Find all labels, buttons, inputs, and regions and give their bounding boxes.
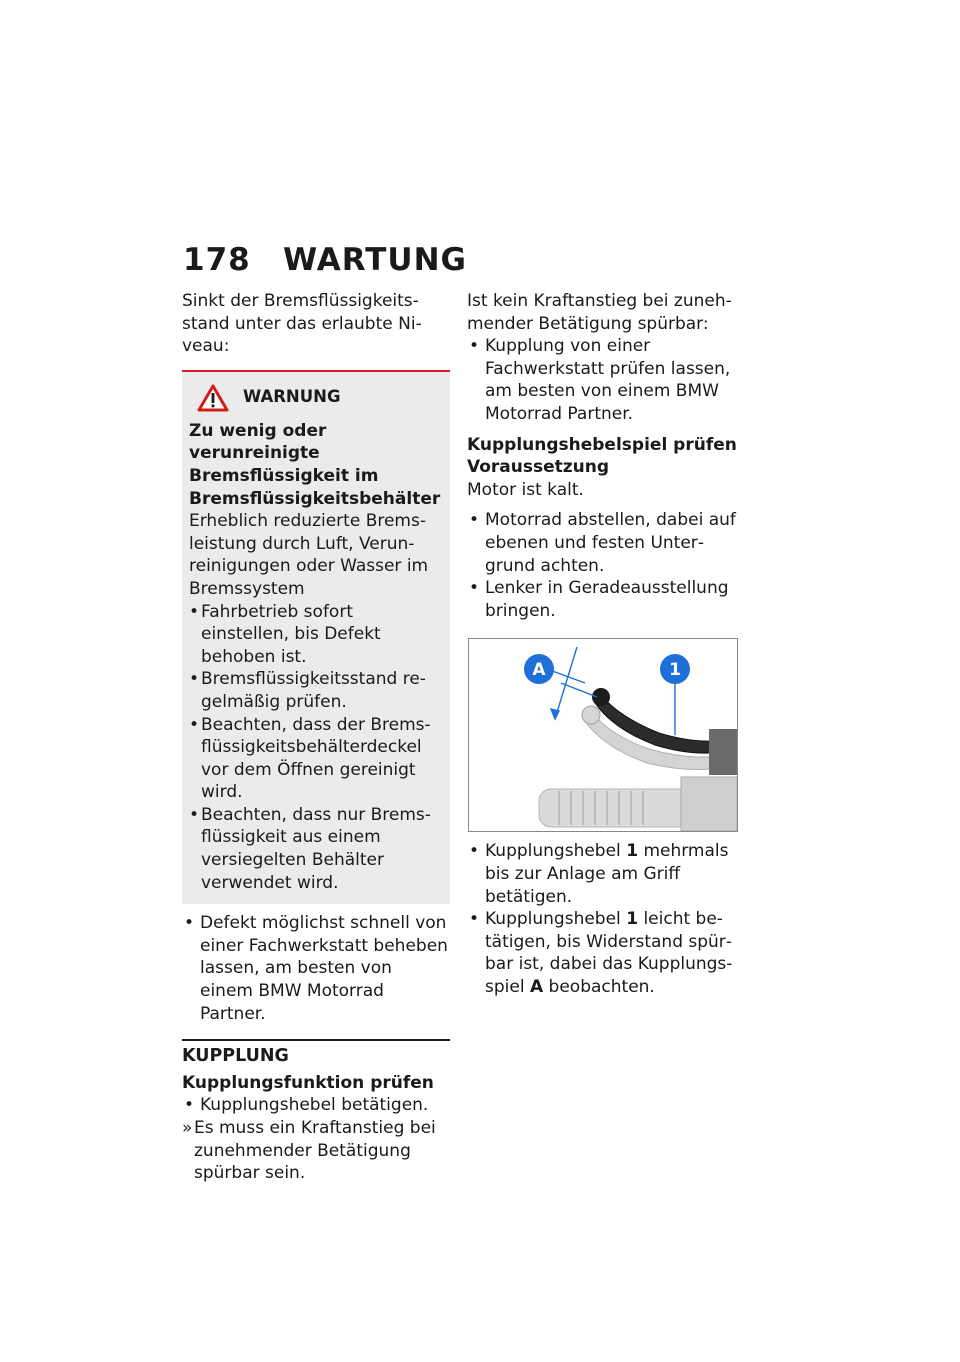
warning-list — [189, 601, 442, 895]
warning-text: Erheblich reduzierte Bremsleistung durch Luft, Verunreinigungen oder Wasser im Bremssystem — [189, 511, 429, 599]
list-item: • Fahrbetrieb sofort einstellen, bis Defekt behoben ist. — [189, 601, 442, 669]
chapter-title: WARTUNG — [283, 242, 467, 278]
intro-text: Sinkt der Bremsflüssigkeitsstand unter das erlaubte Niveau: — [182, 291, 422, 357]
step-text: mehrmals bis zur Anlage am Griff betätigen. — [485, 841, 729, 907]
warning-box — [182, 370, 450, 904]
action-step: • Lenker in Geradeausstellung bringen. — [467, 577, 739, 622]
action-step — [467, 908, 739, 998]
step-text: Kupplungshebel — [485, 909, 627, 930]
warning-subtitle: Zu wenig oder verunreinigte Bremsflüssigkeit im Bremsflüssigkeitsbehälter — [189, 420, 441, 509]
right-column — [467, 290, 739, 998]
warning-title: WARNUNG — [243, 387, 341, 407]
question-text: Ist kein Kraftanstieg bei zunehmender Betätigung spürbar: — [467, 291, 732, 334]
list-item: • Bremsflüssigkeitsstand regelmäßig prüfen. — [189, 668, 442, 713]
prerequisite-label: Voraussetzung — [467, 457, 610, 478]
warning-header — [189, 384, 442, 412]
section-title: KUPPLUNG — [182, 1039, 450, 1068]
clutch-lever-figure — [468, 638, 738, 832]
action-step — [467, 840, 739, 908]
step-text: leicht betätigen, bis Widerstand spürbar ist, dabei das Kupplungsspiel — [485, 909, 733, 997]
action-step: • Kupplung von einer Fachwerkstatt prüfen lassen, am besten von einem BMW Motorrad Partner. — [467, 335, 739, 425]
reference-1: 1 — [626, 841, 639, 862]
result-text: » Es muss ein Kraftanstieg bei zunehmender Betätigung spürbar sein. — [182, 1117, 450, 1185]
step-text: Kupplungshebel — [485, 841, 627, 862]
action-step: • Kupplungshebel betätigen. — [182, 1094, 450, 1117]
list-item: • Beachten, dass der Bremsflüssigkeitsbehälterdeckel vor dem Öffnen gereinigt wird. — [189, 714, 442, 804]
action-step: • Defekt möglichst schnell von einer Fachwerkstatt beheben lassen, am besten von einem BMW Motorrad Partner. — [182, 912, 450, 1025]
warning-triangle-icon — [197, 384, 229, 412]
reference-1: 1 — [626, 909, 639, 930]
page-header — [183, 242, 467, 278]
subsection-title: Kupplungshebelspiel prüfen — [467, 434, 737, 455]
prerequisite-text: Motor ist kalt. — [467, 479, 584, 500]
step-text: beobachten. — [543, 976, 655, 997]
reference-a: A — [529, 976, 544, 997]
left-column — [182, 290, 450, 1185]
callout-1-label: 1 — [669, 660, 681, 681]
page-number: 178 — [183, 242, 251, 278]
list-item: • Beachten, dass nur Bremsflüssigkeit aus einem versiegelten Behälter verwendet wird. — [189, 804, 442, 894]
action-step: • Motorrad abstellen, dabei auf ebenen und festen Untergrund achten. — [467, 509, 739, 577]
subsection-title: Kupplungsfunktion prüfen — [182, 1072, 434, 1093]
callout-a-label: A — [532, 660, 546, 681]
